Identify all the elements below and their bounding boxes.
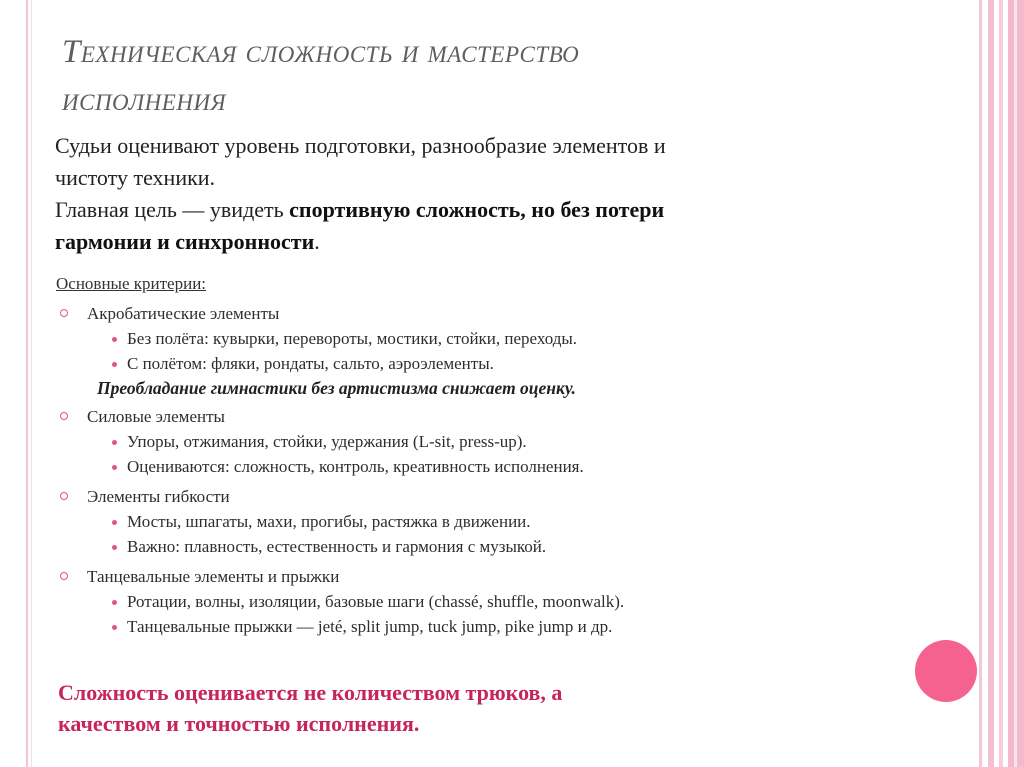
intro-text-bold: гармонии и синхронности (55, 229, 315, 254)
category-label: Акробатические элементы (87, 304, 280, 323)
list-item (60, 534, 940, 559)
list-item (60, 326, 940, 351)
list-item-text: Ротации, волны, изоляции, базовые шаги (chassé, shuffle, moonwalk). (127, 592, 625, 611)
frame-band-right (988, 0, 994, 767)
slide-title (62, 28, 942, 124)
dot-bullet-icon (112, 337, 117, 342)
list-item-text: Упоры, отжимания, стойки, удержания (L-sit, press-up). (127, 432, 527, 451)
intro-line (55, 226, 935, 258)
list-item (60, 589, 940, 614)
ring-bullet-icon (60, 572, 68, 580)
dot-bullet-icon (112, 625, 117, 630)
criteria-heading: Основные критерии: (56, 274, 207, 293)
frame-band-right (979, 0, 982, 767)
conclusion-line: качеством и точностью исполнения. (58, 711, 420, 736)
category-note: Преобладание гимнастики без артистизма снижает оценку. (97, 378, 576, 398)
list-item-text: Танцевальные прыжки — jeté, split jump, tuck jump, pike jump и др. (127, 617, 613, 636)
dot-bullet-icon (112, 545, 117, 550)
list-item (60, 429, 940, 454)
intro-line: чистоту техники. (55, 165, 216, 190)
category-item (60, 404, 940, 429)
category-item (60, 301, 940, 326)
intro-line (55, 194, 935, 226)
list-item-text: С полётом: фляки, рондаты, сальто, аэроэлементы. (127, 354, 494, 373)
ring-bullet-icon (60, 309, 68, 317)
intro-line: Судьи оценивают уровень подготовки, разнообразие элементов и (55, 133, 666, 158)
ring-bullet-icon (60, 412, 68, 420)
list-item-text: Мосты, шпагаты, махи, прогибы, растяжка в движении. (127, 512, 531, 531)
list-item-text: Без полёта: кувырки, перевороты, мостики, стойки, переходы. (127, 329, 578, 348)
frame-line-left (26, 0, 28, 767)
list-item (60, 509, 940, 534)
dot-bullet-icon (112, 465, 117, 470)
list-item-text: Оцениваются: сложность, контроль, креативность исполнения. (127, 457, 584, 476)
list-item (60, 351, 940, 376)
conclusion-line: Сложность оценивается не количеством трюков, а (58, 680, 563, 705)
category-label: Танцевальные элементы и прыжки (87, 567, 340, 586)
ring-bullet-icon (60, 492, 68, 500)
category-item (60, 564, 940, 589)
criteria-list (60, 301, 940, 639)
dot-bullet-icon (112, 600, 117, 605)
list-item-text: Важно: плавность, естественность и гармония с музыкой. (127, 537, 547, 556)
conclusion-text (58, 677, 938, 739)
dot-bullet-icon (112, 520, 117, 525)
frame-band-right (1014, 0, 1017, 767)
category-item (60, 484, 940, 509)
title-line: исполнения (62, 82, 227, 118)
intro-text-regular: Главная цель — увидеть (55, 197, 290, 222)
title-line: Техническая сложность и мастерство (62, 34, 580, 70)
frame-line-left-inner (31, 0, 32, 767)
dot-bullet-icon (112, 440, 117, 445)
list-item (60, 454, 940, 479)
intro-text-regular: . (314, 229, 320, 254)
category-label: Силовые элементы (87, 407, 225, 426)
list-item (60, 614, 940, 639)
dot-bullet-icon (112, 362, 117, 367)
intro-text (55, 130, 935, 258)
category-label: Элементы гибкости (87, 487, 230, 506)
frame-band-right (999, 0, 1003, 767)
intro-text-bold: спортивную сложность, но без потери (289, 197, 665, 222)
